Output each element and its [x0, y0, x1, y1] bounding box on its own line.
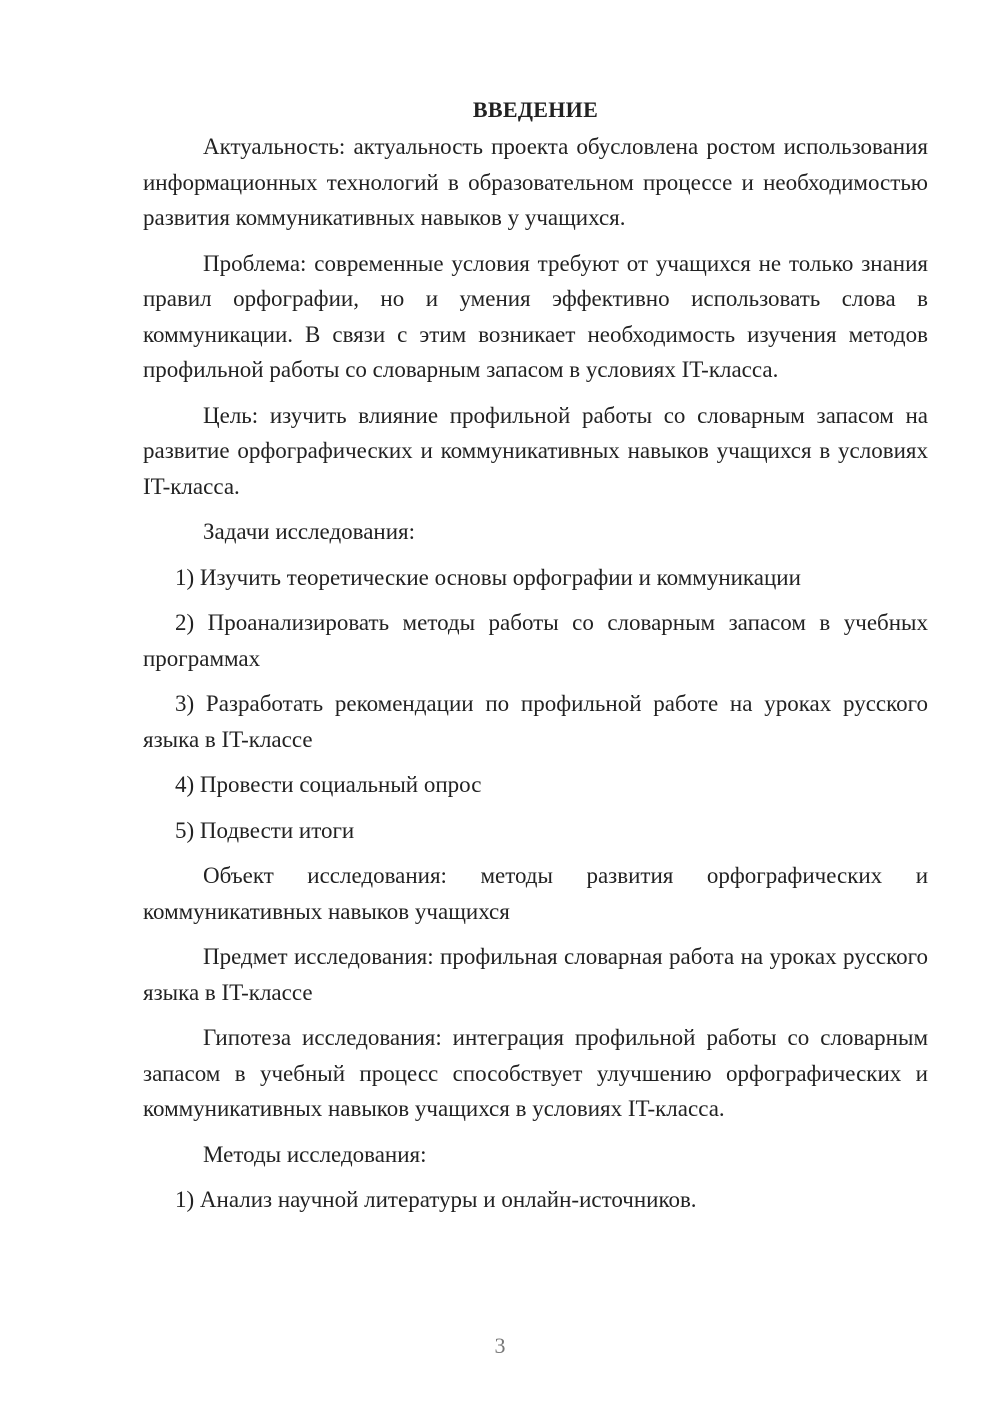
problem-paragraph: Проблема: современные условия требуют от учащихся не только знания правил орфографии, но и умения эффективно использовать слова в коммуникации. В связи с этим возникает необходимость изучения методов профильной работы со словарным запасом в условиях IT-класса.	[143, 250, 928, 382]
tasks-heading: Задачи исследования:	[203, 519, 416, 544]
relevance-paragraph: Актуальность: актуальность проекта обусловлена ростом использования информационных технологий в образовательном процессе и необходимостью развития коммуникативных навыков у учащихся.	[143, 134, 928, 230]
method-item-1: 1) Анализ научной литературы и онлайн-источников.	[175, 1187, 697, 1212]
hypothesis-paragraph: Гипотеза исследования: интеграция профильной работы со словарным запасом в учебный процесс способствует улучшению орфографических и коммуникативных навыков учащихся в условиях IT-класса.	[143, 1025, 928, 1121]
task-item-4: 4) Провести социальный опрос	[175, 772, 482, 797]
task-item-1: 1) Изучить теоретические основы орфографии и коммуникации	[175, 564, 801, 590]
page-number: 3	[494, 1333, 506, 1358]
task-item-3: 3) Разработать рекомендации по профильной работе на уроках русского языка в IT-классе	[143, 691, 928, 752]
object-paragraph: Объект исследования: методы развития орфографических и коммуникативных навыков учащихся	[143, 863, 928, 924]
subject-paragraph: Предмет исследования: профильная словарная работа на уроках русского языка в IT-классе	[143, 944, 928, 1005]
section-title: ВВЕДЕНИЕ	[472, 97, 599, 122]
goal-paragraph: Цель: изучить влияние профильной работы со словарным запасом на развитие орфографических и коммуникативных навыков учащихся в условиях IT-класса.	[143, 402, 928, 499]
page-content	[143, 92, 928, 1228]
methods-heading: Методы исследования:	[203, 1141, 427, 1167]
task-item-5: 5) Подвести итоги	[175, 817, 355, 843]
task-item-2: 2) Проанализировать методы работы со словарным запасом в учебных программах	[143, 610, 928, 671]
